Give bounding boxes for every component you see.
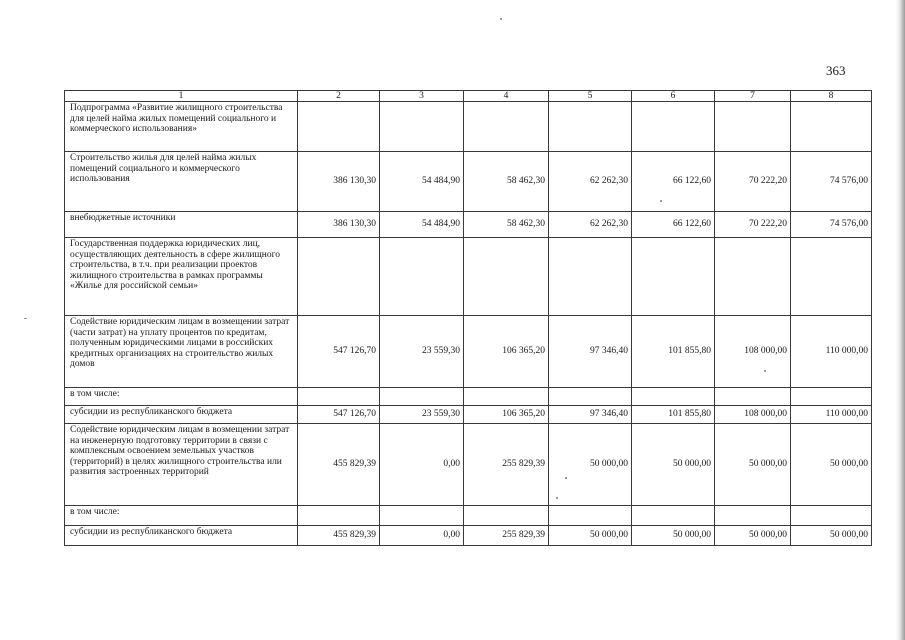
value-cell: 66 122,60 [632,152,715,212]
table-row [65,316,872,388]
value-cell: 62 262,30 [549,152,632,212]
scan-speck [660,200,662,202]
value-cell [632,238,715,316]
row-label: Строительство жилья для целей найма жилых помещений социального и коммерческого использования [65,152,298,212]
value-cell: 58 462,30 [464,212,549,238]
value-cell: 101 855,80 [632,406,715,424]
value-cell [298,388,380,406]
table-row [65,506,872,526]
row-label: Государственная поддержка юридических лиц, осуществляющих деятельность в сфере жилищного строительства, в т.ч. при реализации проектов жилищного строительства в рамках программы «Жилье для российской семьи» [65,238,298,316]
column-header: 5 [549,91,632,102]
value-cell [298,506,380,526]
value-cell: 0,00 [380,526,464,546]
scan-speck [764,370,766,372]
value-cell: 50 000,00 [791,424,872,506]
row-label: Содействие юридическим лицам в возмещении затрат (части затрат) на уплату процентов по кредитам, полученным юридическими лицами в российских кредитных организациях на строительство жилых домов [65,316,298,388]
value-cell: 386 130,30 [298,152,380,212]
row-label: Содействие юридическим лицам в возмещении затрат на инженерную подготовку территории в связи с комплексным освоением земельных участков (территорий) в целях жилищного строительства или развития застроенных территорий [65,424,298,506]
table-header-row [65,91,872,102]
value-cell [298,238,380,316]
column-header: 1 [65,91,298,102]
value-cell: 70 222,20 [715,212,791,238]
column-header: 8 [791,91,872,102]
value-cell: 50 000,00 [715,526,791,546]
value-cell: 50 000,00 [715,424,791,506]
value-cell: 108 000,00 [715,316,791,388]
scan-speck [565,477,567,479]
value-cell: 386 130,30 [298,212,380,238]
value-cell: 74 576,00 [791,212,872,238]
value-cell: 455 829,39 [298,424,380,506]
table-row [65,152,872,212]
table-row [65,406,872,424]
scan-edge-shadow [896,0,905,640]
value-cell: 23 559,30 [380,316,464,388]
column-header: 3 [380,91,464,102]
value-cell: 108 000,00 [715,406,791,424]
value-cell: 54 484,90 [380,152,464,212]
value-cell: 50 000,00 [549,526,632,546]
page-number: 363 [826,63,846,78]
value-cell: 50 000,00 [791,526,872,546]
value-cell [791,238,872,316]
scan-speck [500,18,502,20]
value-cell: 54 484,90 [380,212,464,238]
value-cell [632,102,715,152]
value-cell [632,506,715,526]
budget-table [64,90,872,546]
column-header: 2 [298,91,380,102]
value-cell: 97 346,40 [549,406,632,424]
value-cell: 455 829,39 [298,526,380,546]
value-cell [464,388,549,406]
value-cell: 66 122,60 [632,212,715,238]
scan-speck [24,318,27,319]
value-cell [715,238,791,316]
row-label: в том числе: [65,506,298,526]
value-cell: 255 829,39 [464,424,549,506]
column-header: 7 [715,91,791,102]
row-label: субсидии из республиканского бюджета [65,526,298,546]
row-label: в том числе: [65,388,298,406]
value-cell [380,506,464,526]
value-cell [715,102,791,152]
value-cell: 97 346,40 [549,316,632,388]
value-cell: 70 222,20 [715,152,791,212]
value-cell [380,102,464,152]
row-label: Подпрограмма «Развитие жилищного строительства для целей найма жилых помещений социального и коммерческого использования» [65,102,298,152]
value-cell: 547 126,70 [298,316,380,388]
value-cell: 62 262,30 [549,212,632,238]
value-cell: 547 126,70 [298,406,380,424]
table-row [65,238,872,316]
value-cell [715,388,791,406]
table-row [65,526,872,546]
row-label: субсидии из республиканского бюджета [65,406,298,424]
table-row [65,102,872,152]
value-cell: 74 576,00 [791,152,872,212]
value-cell [464,102,549,152]
value-cell [791,388,872,406]
row-label: внебюджетные источники [65,212,298,238]
value-cell: 110 000,00 [791,316,872,388]
value-cell: 106 365,20 [464,316,549,388]
value-cell: 58 462,30 [464,152,549,212]
column-header: 4 [464,91,549,102]
value-cell: 50 000,00 [549,424,632,506]
value-cell [549,388,632,406]
value-cell: 255 829,39 [464,526,549,546]
value-cell: 101 855,80 [632,316,715,388]
value-cell [632,388,715,406]
table-row [65,212,872,238]
value-cell: 50 000,00 [632,526,715,546]
value-cell [298,102,380,152]
value-cell [791,102,872,152]
value-cell [549,506,632,526]
value-cell [380,388,464,406]
value-cell [549,102,632,152]
table-row [65,388,872,406]
value-cell: 110 000,00 [791,406,872,424]
scan-speck [556,497,558,499]
value-cell [715,506,791,526]
value-cell: 23 559,30 [380,406,464,424]
value-cell [380,238,464,316]
value-cell: 0,00 [380,424,464,506]
value-cell [464,238,549,316]
value-cell: 106 365,20 [464,406,549,424]
value-cell [549,238,632,316]
value-cell [464,506,549,526]
value-cell: 50 000,00 [632,424,715,506]
value-cell [791,506,872,526]
table-row [65,424,872,506]
column-header: 6 [632,91,715,102]
